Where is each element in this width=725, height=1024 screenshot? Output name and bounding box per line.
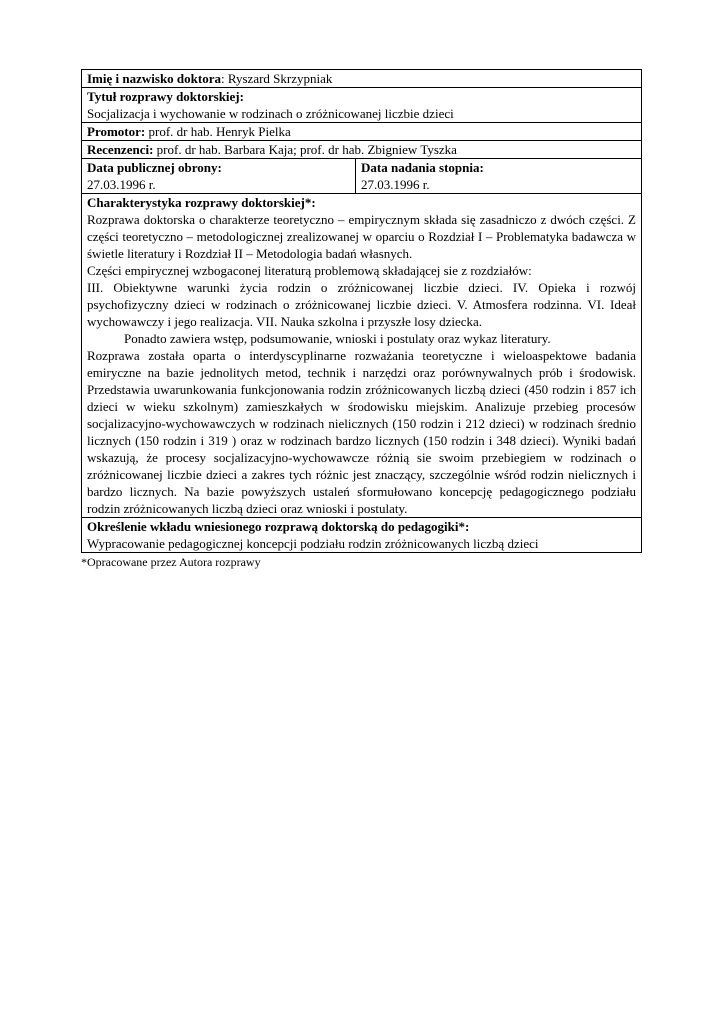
thesis-title-row xyxy=(82,88,642,123)
footnote: *Opracowane przez Autora rozprawy xyxy=(81,555,261,569)
reviewers-row xyxy=(82,141,642,159)
thesis-title-label: Tytuł rozprawy doktorskiej: xyxy=(87,89,244,104)
reviewers-cell xyxy=(82,141,642,159)
contribution-row xyxy=(82,518,642,553)
promoter-value: prof. dr hab. Henryk Pielka xyxy=(145,124,291,139)
promoter-row xyxy=(82,123,642,141)
reviewers-value: prof. dr hab. Barbara Kaja; prof. dr hab. Zbigniew Tyszka xyxy=(153,142,457,157)
degree-date-cell xyxy=(356,159,642,194)
doctoral-record-table xyxy=(81,69,642,553)
promoter-cell xyxy=(82,123,642,141)
characteristics-paragraph-2: Części empirycznej wzbogaconej literaturą problemową składającej sie z rozdziałów: xyxy=(87,263,532,278)
dates-row xyxy=(82,159,642,194)
thesis-title-value: Socjalizacja i wychowanie w rodzinach o zróżnicowanej liczbie dzieci xyxy=(87,106,454,121)
degree-date-label: Data nadania stopnia: xyxy=(361,160,484,175)
thesis-title-cell xyxy=(82,88,642,123)
characteristics-row xyxy=(82,194,642,518)
characteristics-paragraph-4: Ponadto zawiera wstęp, podsumowanie, wnioski i postulaty oraz wykaz literatury. xyxy=(124,331,551,346)
characteristics-paragraph-3: III. Obiektywne warunki życia rodzin o zróżnicowanej liczbie dzieci. IV. Opieka i rozwój psychofizyczny dzieci w rodzinach o zróżnicowanej liczbie dzieci. V. Atmosfera rodzinna. VI. Ideał wychowawczy i jego realizacja. VII. Nauka szkolna i przyszłe losy dziecka. xyxy=(87,280,636,329)
defense-date-value: 27.03.1996 r. xyxy=(87,177,156,192)
defense-date-label: Data publicznej obrony: xyxy=(87,160,222,175)
defense-date-cell xyxy=(82,159,356,194)
promoter-label: Promotor: xyxy=(87,124,146,139)
degree-date-value: 27.03.1996 r. xyxy=(361,177,430,192)
contribution-cell xyxy=(82,518,642,553)
characteristics-label: Charakterystyka rozprawy doktorskiej*: xyxy=(87,195,316,210)
doctor-label: Imię i nazwisko doktora xyxy=(87,71,221,86)
doctor-row xyxy=(82,70,642,88)
doctor-value: : Ryszard Skrzypniak xyxy=(220,71,333,86)
contribution-label: Określenie wkładu wniesionego rozprawą doktorską do pedagogiki*: xyxy=(87,519,470,534)
reviewers-label: Recenzenci: xyxy=(87,142,154,157)
doctor-cell xyxy=(82,70,642,88)
doctoral-record-sheet xyxy=(81,69,642,570)
characteristics-paragraph-5: Rozprawa została oparta o interdyscyplinarne rozważania teoretyczne i wieloaspektowe badania emiryczne na bazie jednolitych metod, technik i narzędzi oraz porównywalnych prób i środowisk. Przedstawia uwarunkowania funkcjonowania rodzin zróżnicowanych liczbą dzieci (450 rodzin i 857 ich dzieci w wieku szkolnym) zamieszkałych w środowisku miejskim. Analizuje przebieg procesów socjalizacyjno-wychowawczych w rodzinach nielicznych (150 rodzin i 212 dzieci) w rodzinach średnio licznych (150 rodzin i 319 ) oraz w rodzinach bardzo licznych (150 rodzin i 348 dzieci). Wyniki badań wskazują, że procesy socjalizacyjno-wychowawcze różnią sie swoim przebiegiem w rodzinach o zróżnicowanej liczbie dzieci a zakres tych różnic jest znaczący, szczególnie wśród rodzin nielicznych i bardzo licznych. Na bazie powyższych ustaleń sformułowano koncepcję pedagogicznego podziału rodzin zróżnicowanych liczbą dzieci oraz wnioski i postulaty. xyxy=(87,348,636,516)
characteristics-cell xyxy=(82,194,642,518)
characteristics-paragraph-1: Rozprawa doktorska o charakterze teoretyczno – empirycznym składa się zasadniczo z dwóch części. Z części teoretyczno – metodologicznej zrealizowanej w oparciu o Rozdział I – Problematyka badawcza w świetle literatury i Rozdział II – Metodologia badań własnych. xyxy=(87,212,636,261)
contribution-value: Wypracowanie pedagogicznej koncepcji podziału rodzin zróżnicowanych liczbą dzieci xyxy=(87,536,539,551)
